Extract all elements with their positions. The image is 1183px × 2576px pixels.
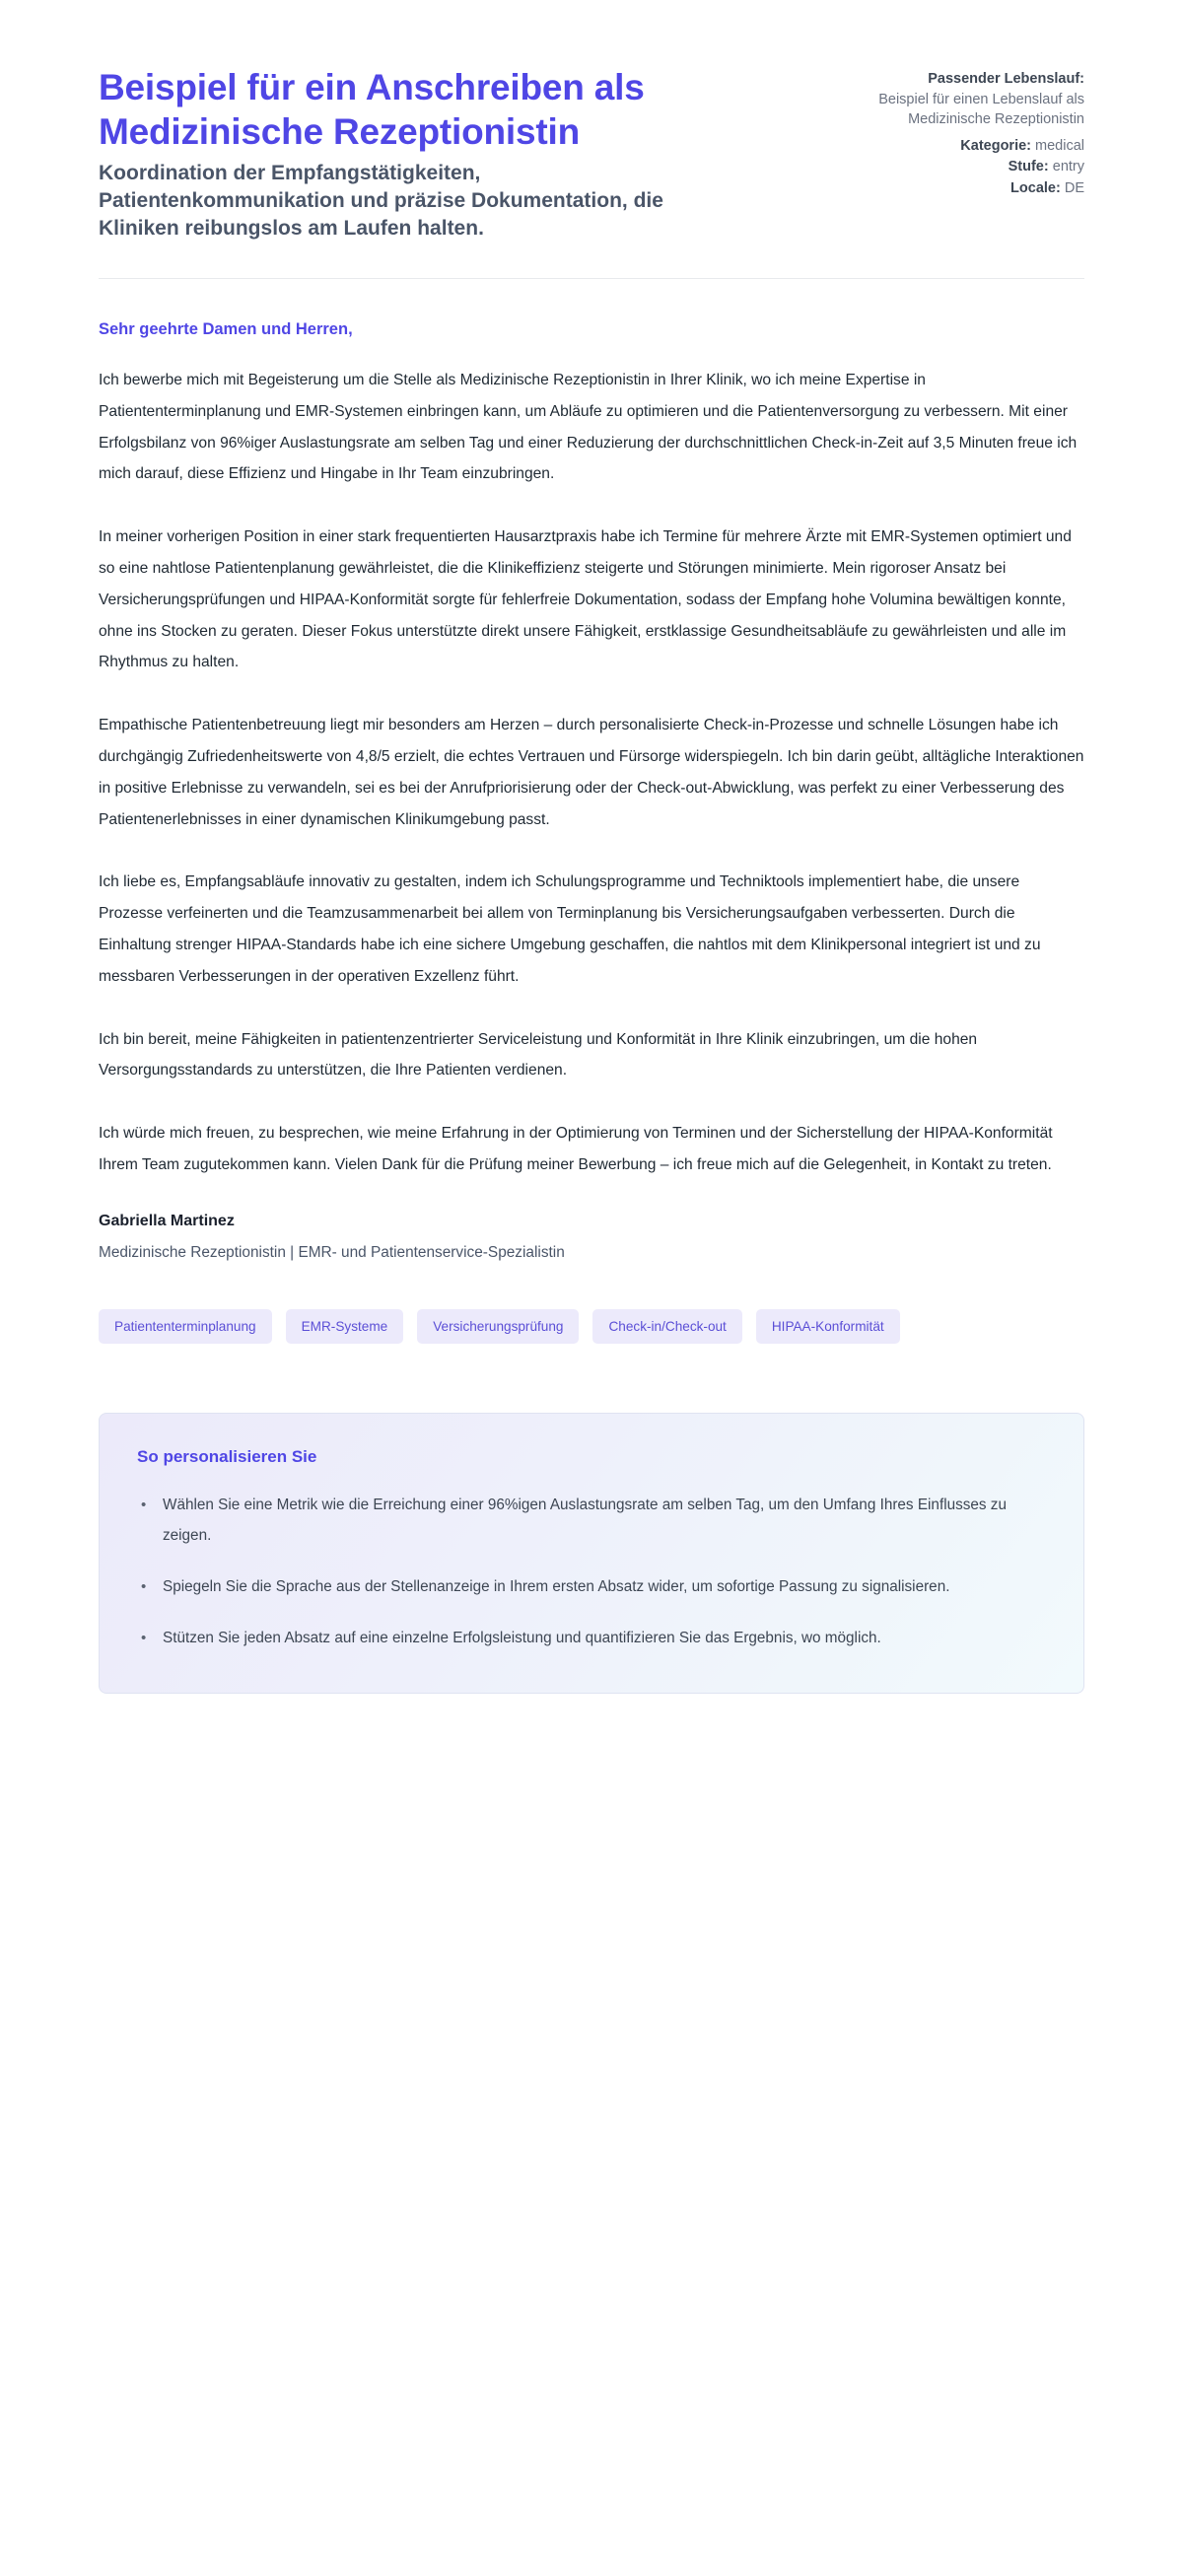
page-title: Beispiel für ein Anschreiben als Medizinische Rezeptionistin [99,67,645,153]
tip-item: • Wählen Sie eine Metrik wie die Erreichung einer 96%igen Auslastungsrate am selben Tag, um den Umfang Ihres Einflusses zu zeigen. [137,1491,1046,1551]
letter-paragraph: Ich bewerbe mich mit Begeisterung um die Stelle als Medizinische Rezeptionistin in Ihrer Klinik, wo ich meine Expertise in Patiententerminplanung und EMR-Systemen einbringen kann, um Abläufe zu optimieren und die Patientenversorgung zu verbessern. Mit einer Erfolgsbilanz von 96%iger Auslastungsrate am selben Tag und einer Reduzierung der durchschnittlichen Check-in-Zeit auf 3,5 Minuten freue ich mich darauf, diese Effizienz und Hingabe in Ihr Team einzubringen. [99,372,1078,483]
skill-tag-list [99,1309,966,1345]
meta-level-value: entry [1052,159,1084,175]
meta-level-label: Stufe: [1008,159,1049,175]
meta-category [799,136,1084,157]
tip-item: • Stützen Sie jeden Absatz auf eine einzelne Erfolgsleistung und quantifizieren Sie das Ergebnis, wo möglich. [137,1624,1046,1653]
personalization-tips-box [99,1413,1084,1694]
tips-title: So personalisieren Sie [137,1447,317,1467]
signature-name: Gabriella Martinez [99,1212,235,1229]
meta-matching-resume [799,69,1084,130]
meta-matching-resume-label: Passender Lebenslauf: [928,71,1084,87]
letter-paragraph: Ich bin bereit, meine Fähigkeiten in patientenzentrierter Serviceleistung und Konformität in Ihre Klinik einzubringen, um die hohen Versorgungsstandards zu unterstützen, die Ihre Patienten verdienen. [99,1030,978,1079]
document-header [99,51,1084,243]
signature-block [99,1213,1084,1262]
meta-matching-resume-value: Beispiel für einen Lebenslauf als Medizinische Rezeptionistin [878,91,1084,128]
skill-tag[interactable]: Check-in/Check-out [592,1309,741,1345]
letter-paragraph: Ich liebe es, Empfangsabläufe innovativ zu gestalten, indem ich Schulungsprogramme und Techniktools implementiert habe, die unsere Prozesse verfeinerten und die Teamzusammenarbeit bei allem von Terminplanung bis Versicherungsaufgaben verbesserten. Durch die Einhaltung strenger HIPAA-Standards habe ich eine sichere Umgebung geschaffen, die nahtlos mit dem Klinikpersonal integriert ist und zu messbaren Verbesserungen in der operativen Exzellenz führt. [99,873,1041,985]
document-metadata-panel [799,65,1084,199]
letter-paragraph: Ich würde mich freuen, zu besprechen, wie meine Erfahrung in der Optimierung von Terminen und der Sicherstellung der HIPAA-Konformität Ihrem Team zugutekommen kann. Vielen Dank für die Prüfung meiner Bewerbung – ich freue mich auf die Gelegenheit, in Kontakt zu treten. [99,1125,1053,1173]
tips-list [137,1491,1046,1653]
skill-tag[interactable]: Patiententerminplanung [99,1309,272,1345]
letter-paragraph: Empathische Patientenbetreuung liegt mir besonders am Herzen – durch personalisierte Check-in-Prozesse und schnelle Lösungen habe ich durchgängig Zufriedenheitswerte von 4,8/5 erzielt, die echtes Vertrauen und Fürsorge widerspiegeln. Ich bin darin geübt, alltägliche Interaktionen in positive Erlebnisse zu verwandeln, sei es bei der Anrufpriorisierung oder der Check-out-Abwicklung, was perfekt zu einer Verbesserung des Patientenerlebnisses in einer dynamischen Klinikumgebung passt. [99,717,1084,828]
letter-salutation: Sehr geehrte Damen und Herren, [99,320,353,339]
signature-role: Medizinische Rezeptionistin | EMR- und Patientenservice-Spezialistin [99,1243,565,1261]
tip-item: • Spiegeln Sie die Sprache aus der Stellenanzeige in Ihrem ersten Absatz wider, um sofortige Passung zu signalisieren. [137,1572,1046,1602]
meta-locale-value: DE [1064,179,1084,196]
meta-category-value: medical [1035,137,1084,154]
letter-paragraph: In meiner vorherigen Position in einer stark frequentierten Hausarztpraxis habe ich Termine für mehrere Ärzte mit EMR-Systemen optimiert und so eine nahtlose Patientenplanung gewährleistet, die die Klinikeffizienz steigerte und Störungen minimierte. Mein rigoroser Ansatz bei Versicherungsprüfungen und HIPAA-Konformität sorgte für fehlerfreie Dokumentation, sodass der Empfang hohe Volumina bewältigen konnte, ohne ins Stocken zu geraten. Dieser Fokus unterstützte direkt unsere Fähigkeit, erstklassige Gesundheitsabläufe zu gewährleisten und alle im Rhythmus zu halten. [99,528,1072,671]
cover-letter-body [99,279,1084,1694]
meta-locale-label: Locale: [1010,179,1061,196]
meta-level [799,157,1084,177]
meta-locale [799,178,1084,199]
page-subtitle: Koordination der Empfangstätigkeiten, Patientenkommunikation und präzise Dokumentation, die Kliniken reibungslos am Laufen halten. [99,162,663,241]
meta-category-label: Kategorie: [960,137,1031,154]
skill-tag[interactable]: EMR-Systeme [286,1309,404,1345]
skill-tag[interactable]: HIPAA-Konformität [756,1309,900,1345]
skill-tag[interactable]: Versicherungsprüfung [417,1309,579,1345]
header-title-block [99,65,730,243]
